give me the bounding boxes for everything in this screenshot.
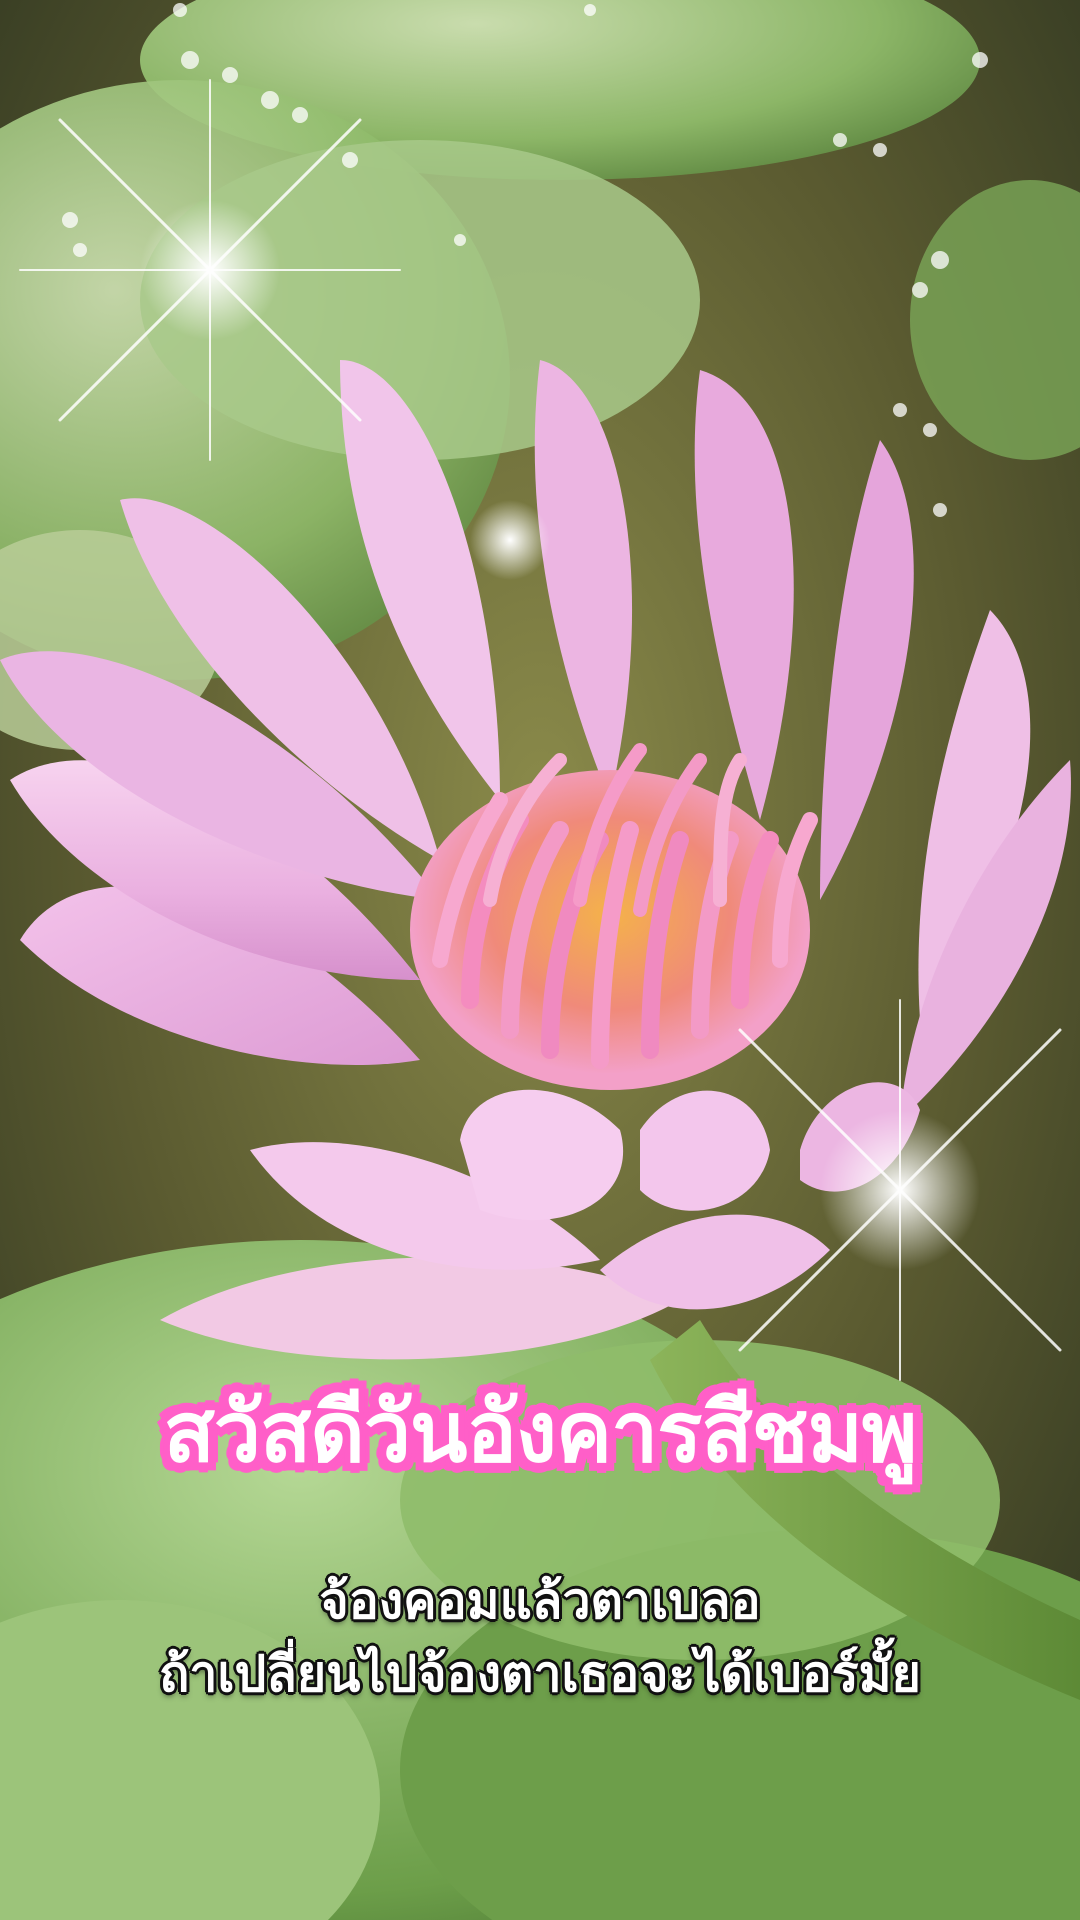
- greeting-line-2: ถ้าเปลี่ยนไปจ้องตาเธอจะได้เบอร์มั้ย: [159, 1644, 921, 1703]
- greeting-line-1: จ้องคอมแล้วตาเบลอ: [319, 1572, 761, 1630]
- headline-block: [0, 1385, 1080, 1479]
- greeting-message: [0, 1565, 1080, 1710]
- greeting-headline: สวัสดีวันอังคารสีชมพู: [163, 1383, 917, 1481]
